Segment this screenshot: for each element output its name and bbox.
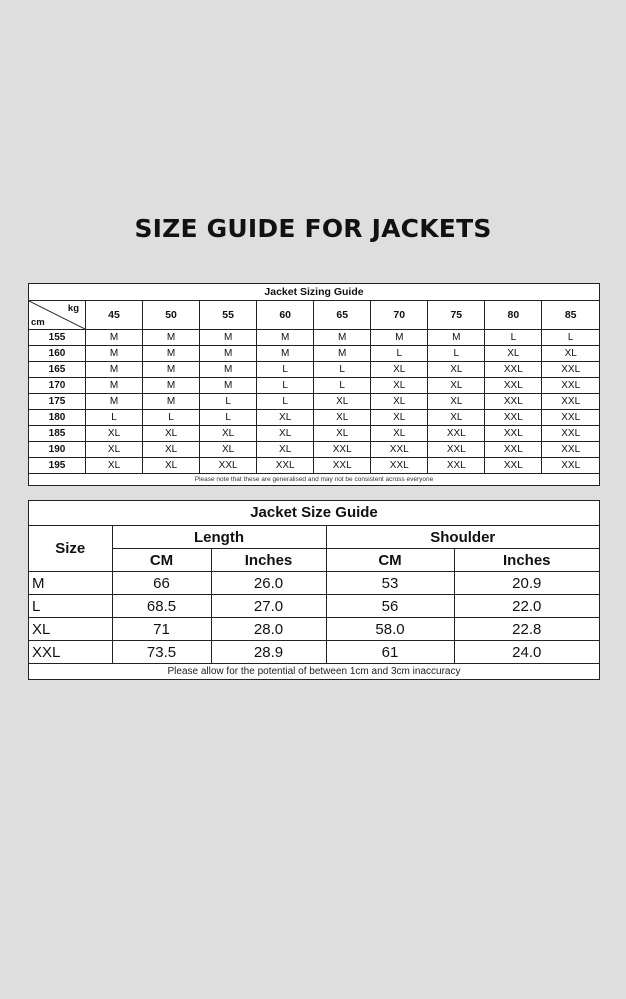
length-cm-cell: 68.5 bbox=[112, 595, 211, 618]
size-cell: XXL bbox=[200, 458, 257, 474]
size-cell: M bbox=[371, 330, 428, 346]
size-cell: XL bbox=[314, 426, 371, 442]
size-cell: XXL bbox=[542, 458, 599, 474]
size-cell: XXL bbox=[485, 410, 542, 426]
length-header: Length bbox=[112, 526, 326, 549]
length-cm-cell: 71 bbox=[112, 618, 211, 641]
size-cell: M bbox=[86, 330, 143, 346]
page-title: SIZE GUIDE FOR JACKETS bbox=[134, 214, 492, 243]
size-cell: M bbox=[143, 346, 200, 362]
size-label-cell: L bbox=[29, 595, 112, 618]
size-cell: L bbox=[428, 346, 485, 362]
size-cell: XL bbox=[428, 362, 485, 378]
size-cell: XXL bbox=[371, 458, 428, 474]
weight-header-row bbox=[29, 301, 599, 330]
measurement-grid bbox=[29, 526, 599, 664]
length-inches-cell: 28.0 bbox=[211, 618, 326, 641]
weight-header-cell: 50 bbox=[143, 301, 200, 330]
size-label-cell: M bbox=[29, 572, 112, 595]
table-row bbox=[29, 572, 599, 595]
size-cell: XL bbox=[200, 442, 257, 458]
shoulder-cm-cell: 58.0 bbox=[326, 618, 454, 641]
table-row bbox=[29, 346, 599, 362]
size-header: Size bbox=[29, 526, 112, 572]
length-cm-cell: 73.5 bbox=[112, 641, 211, 664]
weight-axis-label: kg bbox=[67, 303, 79, 314]
size-cell: M bbox=[257, 346, 314, 362]
size-cell: M bbox=[314, 346, 371, 362]
length-inches-cell: 26.0 bbox=[211, 572, 326, 595]
size-cell: XXL bbox=[485, 394, 542, 410]
size-cell: XXL bbox=[542, 426, 599, 442]
length-inches-cell: 28.9 bbox=[211, 641, 326, 664]
size-cell: XL bbox=[428, 378, 485, 394]
length-inches-cell: 27.0 bbox=[211, 595, 326, 618]
size-cell: M bbox=[314, 330, 371, 346]
size-cell: M bbox=[200, 346, 257, 362]
weight-header-cell: 60 bbox=[257, 301, 314, 330]
table-row bbox=[29, 641, 599, 664]
size-cell: M bbox=[143, 330, 200, 346]
unit-header-row bbox=[29, 549, 599, 572]
size-cell: XL bbox=[485, 346, 542, 362]
size-cell: XL bbox=[86, 442, 143, 458]
size-cell: L bbox=[371, 346, 428, 362]
table-row bbox=[29, 618, 599, 641]
size-cell: XL bbox=[143, 458, 200, 474]
size-cell: XL bbox=[86, 426, 143, 442]
table-row bbox=[29, 378, 599, 394]
table-row bbox=[29, 410, 599, 426]
size-cell: XL bbox=[86, 458, 143, 474]
size-cell: L bbox=[143, 410, 200, 426]
size-cell: XXL bbox=[485, 458, 542, 474]
size-cell: XL bbox=[314, 394, 371, 410]
table-row bbox=[29, 330, 599, 346]
size-cell: L bbox=[200, 410, 257, 426]
size-cell: L bbox=[542, 330, 599, 346]
corner-cell bbox=[29, 301, 86, 330]
group-header-row bbox=[29, 526, 599, 549]
size-cell: XXL bbox=[428, 442, 485, 458]
size-cell: XL bbox=[314, 410, 371, 426]
weight-header-cell: 85 bbox=[542, 301, 599, 330]
size-guide-note: Please allow for the potential of between 1cm and 3cm inaccuracy bbox=[167, 666, 461, 677]
size-cell: XXL bbox=[314, 458, 371, 474]
weight-header-cell: 65 bbox=[314, 301, 371, 330]
size-cell: L bbox=[314, 362, 371, 378]
size-cell: XL bbox=[371, 410, 428, 426]
size-cell: M bbox=[143, 378, 200, 394]
size-cell: XL bbox=[542, 346, 599, 362]
size-cell: L bbox=[314, 378, 371, 394]
shoulder-inches-cell: 20.9 bbox=[454, 572, 599, 595]
shoulder-inches-cell: 22.0 bbox=[454, 595, 599, 618]
weight-header-cell: 75 bbox=[428, 301, 485, 330]
size-cell: XL bbox=[371, 362, 428, 378]
sizing-guide-table bbox=[28, 283, 600, 486]
height-cell: 180 bbox=[29, 410, 86, 426]
height-cell: 190 bbox=[29, 442, 86, 458]
weight-header-cell: 80 bbox=[485, 301, 542, 330]
sizing-guide-caption: Jacket Sizing Guide bbox=[29, 284, 599, 301]
length-cm-cell: 66 bbox=[112, 572, 211, 595]
size-cell: M bbox=[257, 330, 314, 346]
size-cell: XL bbox=[428, 410, 485, 426]
height-cell: 155 bbox=[29, 330, 86, 346]
size-cell: XL bbox=[143, 442, 200, 458]
shoulder-header: Shoulder bbox=[326, 526, 599, 549]
size-cell: XXL bbox=[542, 442, 599, 458]
size-cell: M bbox=[86, 346, 143, 362]
shoulder-inches-cell: 24.0 bbox=[454, 641, 599, 664]
sizing-guide-note: Please note that these are generalised and may not be consistent across everyone bbox=[194, 476, 434, 483]
length-cm-header: CM bbox=[112, 549, 211, 572]
size-cell: L bbox=[257, 394, 314, 410]
size-cell: XL bbox=[257, 410, 314, 426]
size-cell: XL bbox=[371, 426, 428, 442]
size-cell: L bbox=[485, 330, 542, 346]
size-cell: M bbox=[200, 362, 257, 378]
weight-header-cell: 55 bbox=[200, 301, 257, 330]
height-cell: 165 bbox=[29, 362, 86, 378]
table-row bbox=[29, 442, 599, 458]
shoulder-inches-header: Inches bbox=[454, 549, 599, 572]
size-cell: XXL bbox=[314, 442, 371, 458]
size-cell: XXL bbox=[371, 442, 428, 458]
height-cell: 185 bbox=[29, 426, 86, 442]
size-cell: XL bbox=[257, 442, 314, 458]
size-label-cell: XXL bbox=[29, 641, 112, 664]
size-cell: XL bbox=[371, 394, 428, 410]
table-row bbox=[29, 394, 599, 410]
height-cell: 195 bbox=[29, 458, 86, 474]
size-cell: XXL bbox=[485, 362, 542, 378]
size-cell: L bbox=[257, 378, 314, 394]
table-row bbox=[29, 595, 599, 618]
size-label-cell: XL bbox=[29, 618, 112, 641]
size-cell: XL bbox=[371, 378, 428, 394]
size-cell: M bbox=[200, 378, 257, 394]
shoulder-inches-cell: 22.8 bbox=[454, 618, 599, 641]
size-cell: L bbox=[86, 410, 143, 426]
table-row bbox=[29, 362, 599, 378]
height-cell: 175 bbox=[29, 394, 86, 410]
size-cell: L bbox=[200, 394, 257, 410]
table-row bbox=[29, 458, 599, 474]
size-cell: XXL bbox=[485, 426, 542, 442]
size-guide-caption: Jacket Size Guide bbox=[29, 501, 599, 526]
weight-header-cell: 70 bbox=[371, 301, 428, 330]
size-cell: M bbox=[86, 394, 143, 410]
sizing-grid bbox=[29, 301, 599, 474]
shoulder-cm-header: CM bbox=[326, 549, 454, 572]
size-cell: M bbox=[86, 378, 143, 394]
size-cell: M bbox=[143, 394, 200, 410]
shoulder-cm-cell: 61 bbox=[326, 641, 454, 664]
size-cell: XXL bbox=[485, 378, 542, 394]
height-cell: 160 bbox=[29, 346, 86, 362]
height-axis-label: cm bbox=[31, 317, 45, 328]
table-row bbox=[29, 426, 599, 442]
weight-header-cell: 45 bbox=[86, 301, 143, 330]
size-cell: XL bbox=[428, 394, 485, 410]
size-guide-table bbox=[28, 500, 600, 680]
size-cell: XXL bbox=[485, 442, 542, 458]
shoulder-cm-cell: 53 bbox=[326, 572, 454, 595]
size-cell: XXL bbox=[542, 378, 599, 394]
length-inches-header: Inches bbox=[211, 549, 326, 572]
size-cell: XL bbox=[257, 426, 314, 442]
size-cell: M bbox=[86, 362, 143, 378]
shoulder-cm-cell: 56 bbox=[326, 595, 454, 618]
size-cell: XL bbox=[143, 426, 200, 442]
size-cell: XXL bbox=[428, 458, 485, 474]
size-cell: XL bbox=[200, 426, 257, 442]
size-cell: XXL bbox=[428, 426, 485, 442]
size-cell: M bbox=[200, 330, 257, 346]
size-cell: M bbox=[143, 362, 200, 378]
size-cell: XXL bbox=[542, 394, 599, 410]
size-cell: XXL bbox=[257, 458, 314, 474]
size-cell: M bbox=[428, 330, 485, 346]
size-cell: XXL bbox=[542, 410, 599, 426]
size-cell: XXL bbox=[542, 362, 599, 378]
height-cell: 170 bbox=[29, 378, 86, 394]
size-cell: L bbox=[257, 362, 314, 378]
